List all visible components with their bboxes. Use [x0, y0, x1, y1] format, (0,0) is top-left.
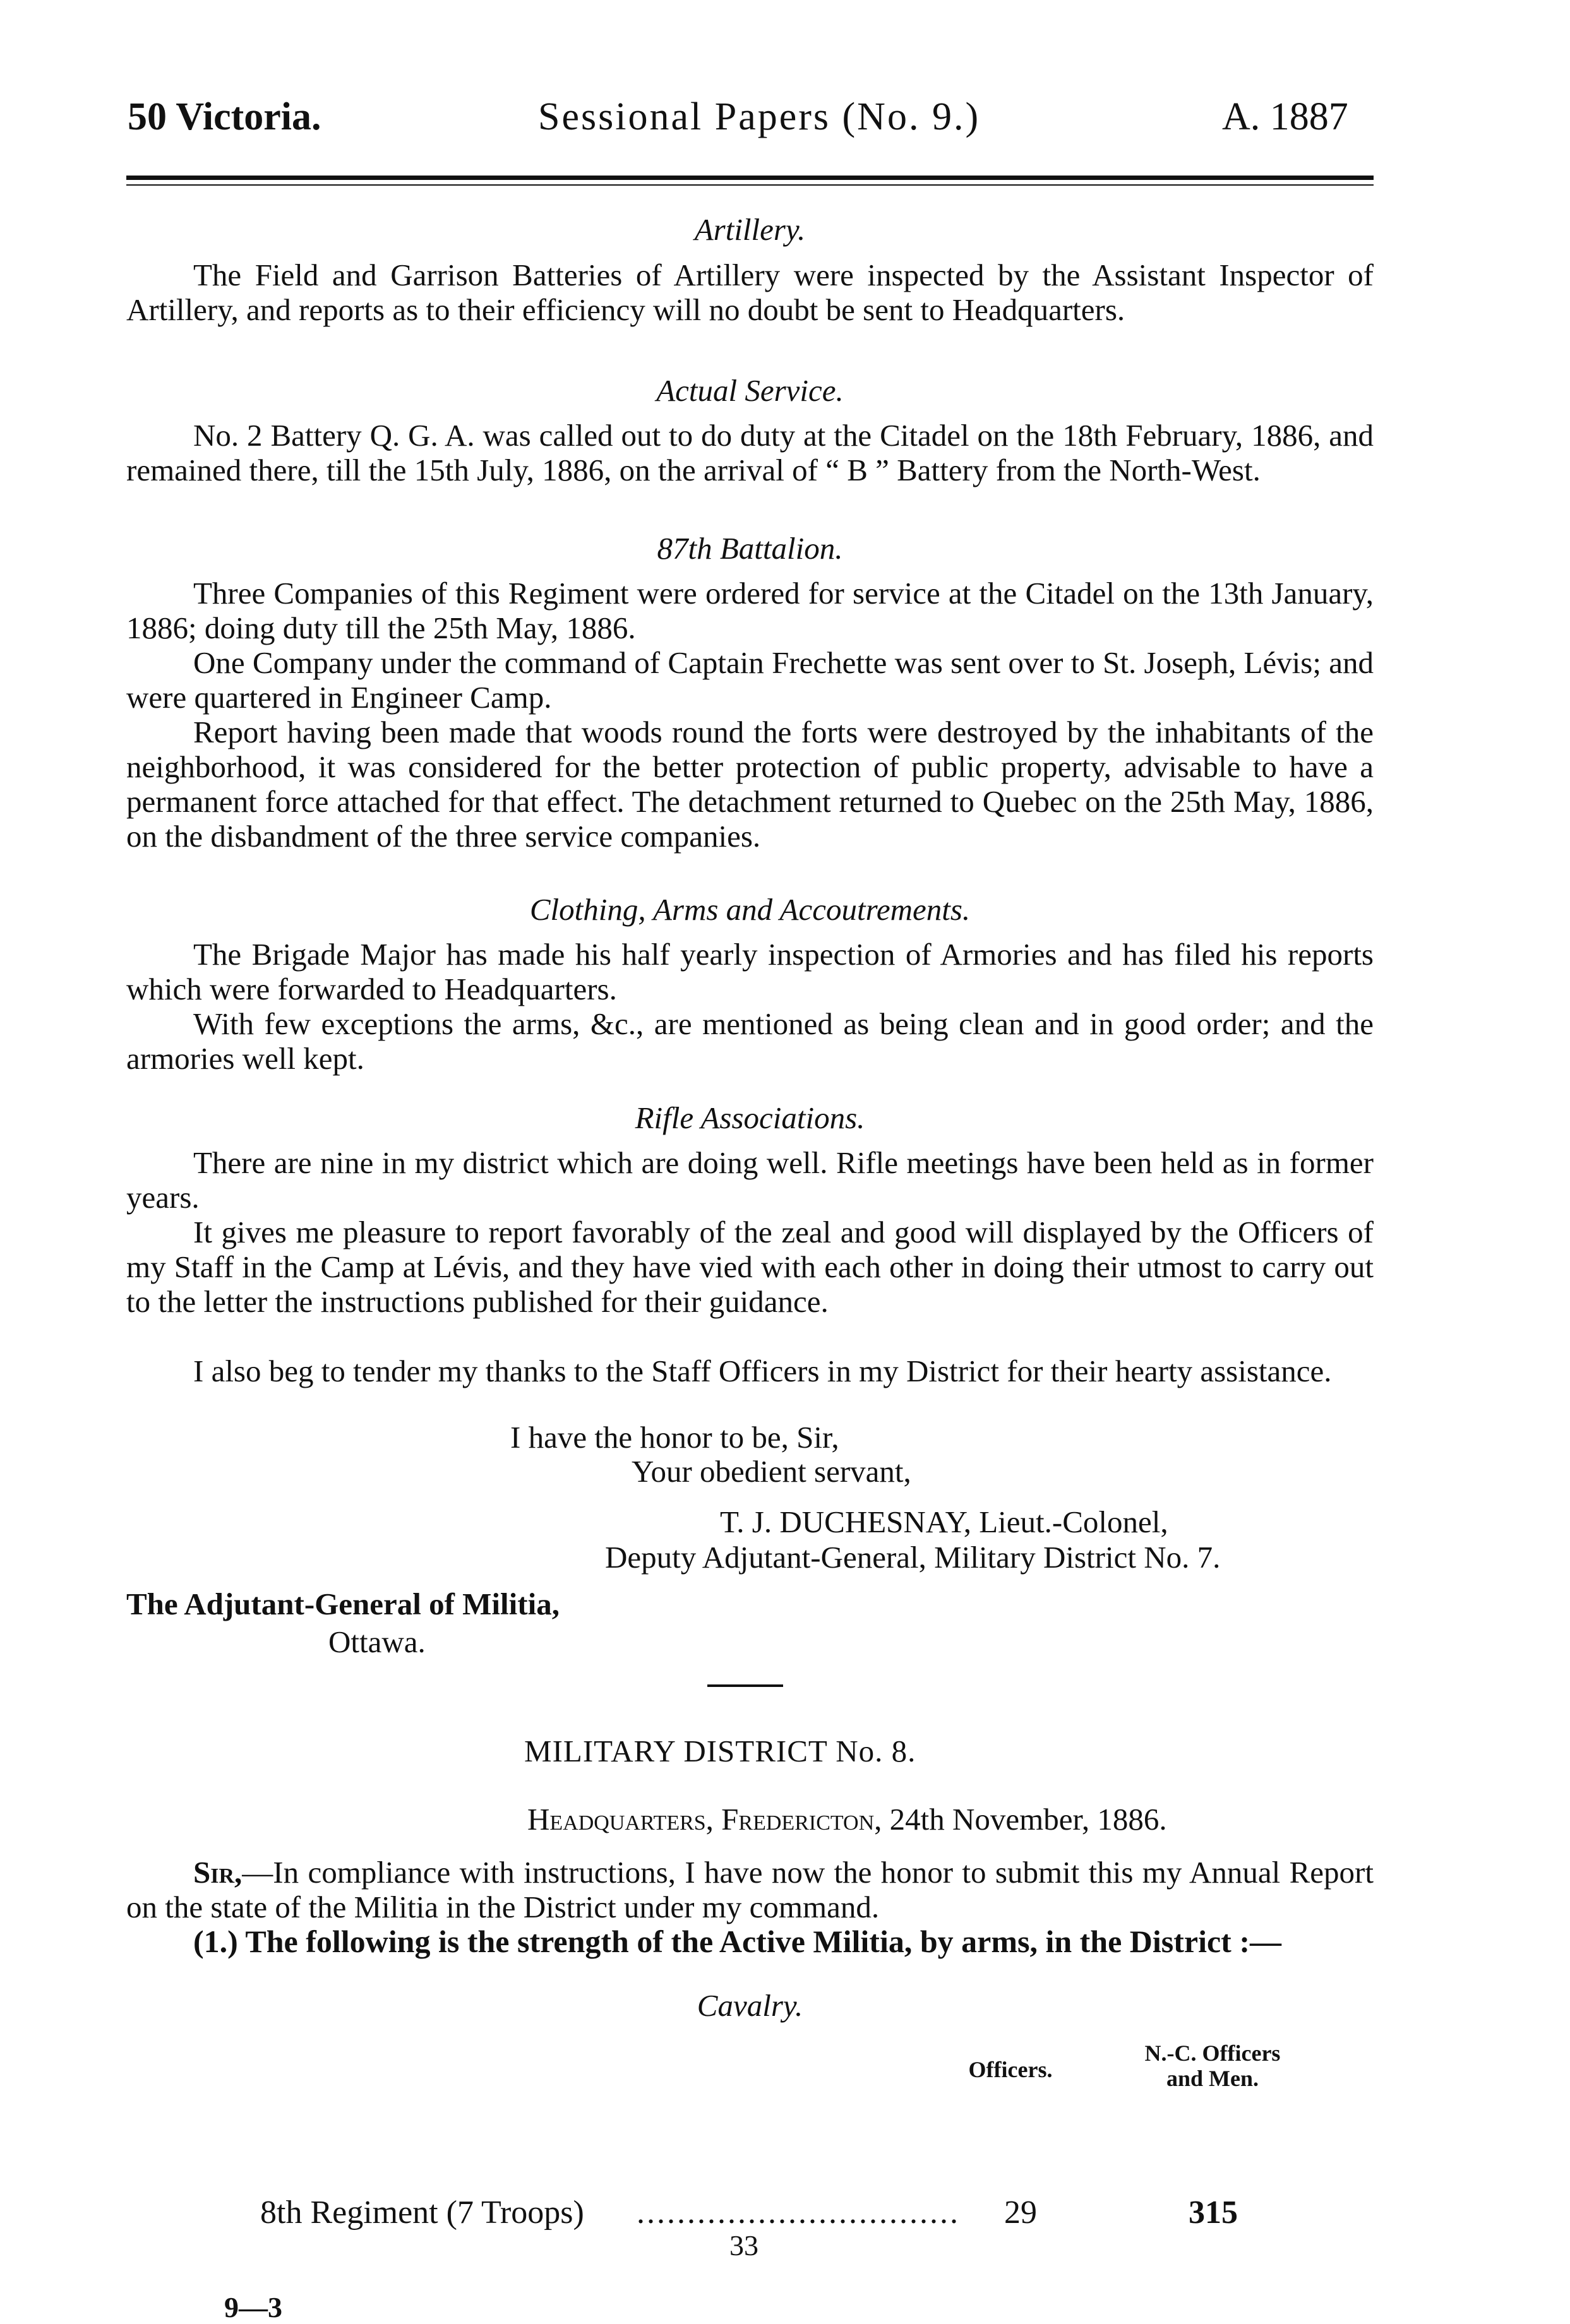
column-header-nco-line-2: and Men. [1166, 2066, 1259, 2091]
signature-title: Deputy Adjutant-General, Military District No. 7. [605, 1540, 1221, 1575]
dateline-place: Headquarters, Fredericton, [527, 1802, 882, 1837]
header-rule-thick [126, 176, 1374, 180]
paragraph-clothing-2: With few exceptions the arms, &c., are mentioned as being clean and in good order; and the armories well kept. [126, 1006, 1374, 1076]
dateline [527, 1801, 1167, 1837]
row-leader-dots: ................................ [637, 2195, 960, 2231]
header-rule-thin [126, 184, 1374, 186]
paragraph-artillery: The Field and Garrison Batteries of Artillery were inspected by the Assistant Inspector of Artillery, and reports as to their efficiency will no doubt be sent to Headquarters. [126, 258, 1374, 327]
page-number: 33 [729, 2229, 758, 2261]
addressee-line-1: The Adjutant-General of Militia, [126, 1587, 560, 1621]
district-title: MILITARY DISTRICT No. 8. [524, 1734, 916, 1768]
signature-name: T. J. DUCHESNAY, Lieut.-Colonel, [720, 1505, 1168, 1539]
paragraph-actual-service: No. 2 Battery Q. G. A. was called out to do duty at the Citadel on the 18th February, 1886, and remained there, till the 15th July, 1886, on the arrival of “ B ” Battery from the North-West. [126, 418, 1374, 487]
row-men-value: 315 [1189, 2195, 1238, 2231]
running-head-left: 50 Victoria. [128, 95, 321, 138]
paragraph-clothing-1: The Brigade Major has made his half yearly inspection of Armories and has filed his reports which were forwarded to Headquarters. [126, 937, 1374, 1006]
paragraph-intro [126, 1855, 1374, 1924]
row-label: 8th Regiment (7 Troops) [260, 2195, 584, 2231]
heading-actual-service: Actual Service. [656, 373, 844, 408]
paragraph-rifle-1: There are nine in my district which are doing well. Rifle meetings have been held as in former years. [126, 1145, 1374, 1215]
running-head-right: A. 1887 [1222, 95, 1348, 138]
paragraph-rifle-2: It gives me pleasure to report favorably of the zeal and good will displayed by the Officers of my Staff in the Camp at Lévis, and they have vied with each other in doing their utmost to carry out to the letter the instructions published for their guidance. [126, 1215, 1374, 1319]
closing-line-1: I have the honor to be, Sir, [510, 1420, 839, 1455]
heading-rifle-associations: Rifle Associations. [635, 1100, 865, 1135]
column-header-nco-line-1: N.-C. Officers [1144, 2041, 1281, 2066]
heading-87th-battalion: 87th Battalion. [657, 531, 843, 566]
salutation: Sir, [193, 1855, 243, 1890]
heading-artillery: Artillery. [694, 212, 806, 247]
row-officers-value: 29 [1004, 2195, 1037, 2231]
addressee-line-2: Ottawa. [328, 1624, 426, 1659]
closing-line-2: Your obedient servant, [632, 1454, 911, 1489]
paragraph-item-1: (1.) The following is the strength of the Active Militia, by arms, in the District :— [193, 1924, 1281, 1959]
heading-clothing-arms: Clothing, Arms and Accoutrements. [529, 892, 971, 927]
paragraph-87th-3: Report having been made that woods round the forts were destroyed by the inhabitants of the neighborhood, it was considered for the better protection of public property, advisable to have a permanent force attached for that effect. The detachment returned to Quebec on the 25th May, 1886, on the disbandment of the three service companies. [126, 715, 1374, 854]
column-header-officers: Officers. [968, 2057, 1053, 2082]
sheet-mark: 9—3 [224, 2291, 282, 2323]
paragraph-87th-2: One Company under the command of Captain Frechette was sent over to St. Joseph, Lévis; and were quartered in Engineer Camp. [126, 645, 1374, 715]
section-divider [707, 1684, 783, 1687]
paragraph-rifle-3: I also beg to tender my thanks to the Staff Officers in my District for their hearty assistance. [193, 1354, 1332, 1388]
paragraph-87th-1: Three Companies of this Regiment were ordered for service at the Citadel on the 13th January, 1886; doing duty till the 25th May, 1886. [126, 576, 1374, 645]
dateline-date: 24th November, 1886. [889, 1802, 1167, 1837]
column-header-nco-men [1130, 2041, 1295, 2091]
intro-text: —In compliance with instructions, I have now the honor to submit this my Annual Report on the state of the Militia in the District under my command. [126, 1855, 1374, 1924]
heading-cavalry: Cavalry. [697, 1988, 803, 2023]
running-head-center: Sessional Papers (No. 9.) [538, 95, 981, 138]
